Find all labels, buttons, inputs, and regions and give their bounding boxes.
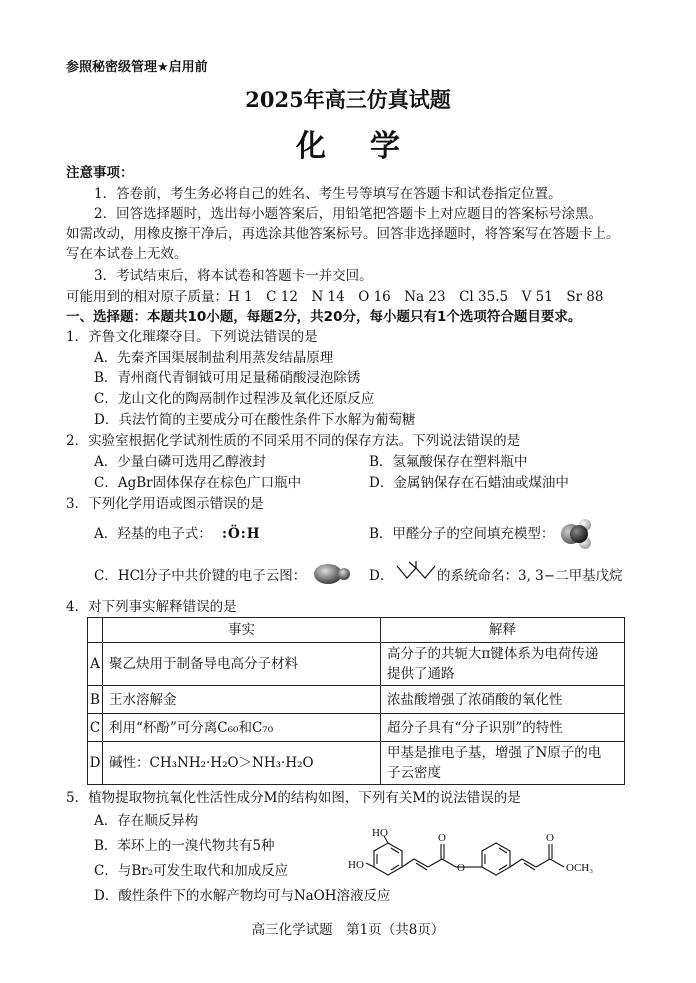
label-o-carbonyl-1: O bbox=[438, 832, 446, 844]
row-letter: D bbox=[88, 742, 103, 785]
dimethylpentane-skeletal-structure bbox=[395, 560, 437, 584]
q3-option-c: C．HCl分子中共价键的电子云图： bbox=[94, 568, 307, 584]
q3-option-b: B．甲醛分子的空间填充模型： bbox=[369, 526, 555, 542]
notice-item-2-line-2: 如需改动，用橡皮擦干净后，再选涂其他答案标号。回答非选择题时，将答案写在答题卡上。 bbox=[66, 226, 620, 242]
q2-option-c: C．AgBr固体保存在棕色广口瓶中 bbox=[94, 475, 302, 491]
hcl-electron-cloud-image bbox=[311, 561, 353, 587]
q2-option-d: D．金属钠保存在石蜡油或煤油中 bbox=[369, 475, 569, 491]
row-explanation-line: 高分子的共轭大π键体系为电荷传递 bbox=[387, 646, 599, 662]
secret-level-label: 参照秘密级管理★启用前 bbox=[66, 60, 208, 75]
notice-item-2-line-1: 2．回答选择题时，选出每小题答案后，用铅笔把答题卡上对应题目的答案标号涂黑。 bbox=[94, 206, 603, 222]
row-explanation bbox=[381, 742, 625, 785]
facts-table bbox=[87, 617, 625, 785]
q2-option-a: A．少量白磷可选用乙醇液封 bbox=[94, 454, 266, 470]
row-explanation: 超分子具有“分子识别”的特性 bbox=[381, 714, 625, 742]
q3-stem: 3．下列化学用语或图示错误的是 bbox=[66, 496, 264, 512]
row-explanation-line: 甲基是推电子基，增强了N原子的电 bbox=[387, 745, 602, 761]
table-header-row bbox=[88, 618, 625, 643]
row-letter: A bbox=[88, 643, 103, 686]
subject-title: 化学 bbox=[296, 129, 444, 164]
q5-option-d: D．酸性条件下的水解产物均可与NaOH溶液反应 bbox=[94, 888, 391, 904]
q3-option-a: A．羟基的电子式： bbox=[94, 526, 212, 542]
q5-option-c: C．与Br₂可发生取代和加成反应 bbox=[94, 863, 289, 879]
atomic-mass-line: 可能用到的相对原子质量：H 1 C 12 N 14 O 16 Na 23 Cl 35.5 V 51 Sr 88 bbox=[66, 289, 604, 305]
q5-option-a: A．存在顺反异构 bbox=[94, 813, 199, 829]
exam-title: 2025年高三仿真试题 bbox=[245, 87, 451, 112]
table-row bbox=[88, 686, 625, 714]
q1-option-b: B．青州商代青铜钺可用足量稀硝酸浸泡除锈 bbox=[94, 370, 361, 386]
formaldehyde-space-filling-model bbox=[558, 516, 598, 552]
q5-option-b: B．苯环上的一溴代物共有5种 bbox=[94, 838, 275, 854]
q2-option-b: B．氢氟酸保存在塑料瓶中 bbox=[369, 454, 528, 470]
q4-stem: 4．对下列事实解释错误的是 bbox=[66, 599, 237, 615]
notice-item-3: 3．考试结束后，将本试卷和答题卡一并交回。 bbox=[94, 268, 373, 284]
compound-m-structure bbox=[348, 822, 638, 894]
label-ho-top: HO bbox=[372, 827, 388, 839]
notice-heading: 注意事项： bbox=[66, 165, 134, 181]
row-letter: B bbox=[88, 686, 103, 714]
hydroxyl-electron-formula: :Ö:H bbox=[222, 526, 261, 542]
row-explanation-line: 子云密度 bbox=[387, 765, 441, 781]
label-o-ester: O bbox=[457, 862, 465, 874]
row-explanation bbox=[381, 643, 625, 686]
row-explanation-line: 提供了通路 bbox=[387, 666, 455, 682]
row-letter: C bbox=[88, 714, 103, 742]
q3-option-d-text: 的系统命名：3, 3−二甲基戊烷 bbox=[437, 568, 623, 584]
q1-stem: 1．齐鲁文化璀璨夺目。下列说法错误的是 bbox=[66, 329, 318, 345]
q3-option-d-prefix: D． bbox=[369, 568, 394, 584]
q2-stem: 2．实验室根据化学试剂性质的不同采用不同的保存方法。下列说法错误的是 bbox=[66, 433, 521, 449]
q1-option-c: C．龙山文化的陶鬲制作过程涉及氧化还原反应 bbox=[94, 391, 375, 407]
table-row bbox=[88, 714, 625, 742]
row-fact: 聚乙炔用于制备导电高分子材料 bbox=[103, 643, 381, 686]
table-header-blank bbox=[88, 618, 103, 643]
row-fact: 利用“杯酚”可分离C₆₀和C₇₀ bbox=[103, 714, 381, 742]
row-explanation: 浓盐酸增强了浓硝酸的氧化性 bbox=[381, 686, 625, 714]
section-1-heading: 一、选择题：本题共10小题，每题2分，共20分，每小题只有1个选项符合题目要求。 bbox=[66, 309, 582, 325]
table-row bbox=[88, 643, 625, 686]
table-header-fact: 事实 bbox=[103, 618, 381, 643]
row-fact: 碱性：CH₃NH₂·H₂O＞NH₃·H₂O bbox=[103, 742, 381, 785]
label-ho-left: HO bbox=[348, 859, 364, 871]
q5-stem: 5．植物提取物抗氧化性活性成分M的结构如图，下列有关M的说法错误的是 bbox=[66, 790, 521, 806]
q1-option-a: A．先秦齐国渠展制盐利用蒸发结晶原理 bbox=[94, 350, 334, 366]
table-header-explanation: 解释 bbox=[381, 618, 625, 643]
table-row bbox=[88, 742, 625, 785]
row-fact: 王水溶解金 bbox=[103, 686, 381, 714]
notice-item-2-line-3: 写在本试卷上无效。 bbox=[66, 246, 188, 262]
q1-option-d: D．兵法竹简的主要成分可在酸性条件下水解为葡萄糖 bbox=[94, 412, 416, 428]
notice-item-1: 1．答卷前，考生务必将自己的姓名、考生号等填写在答题卡和试卷指定位置。 bbox=[94, 186, 562, 202]
label-och3: OCH₃ bbox=[566, 862, 594, 874]
label-o-carbonyl-2: O bbox=[546, 832, 554, 844]
page-footer: 高三化学试题 第1页（共8页） bbox=[251, 922, 445, 938]
